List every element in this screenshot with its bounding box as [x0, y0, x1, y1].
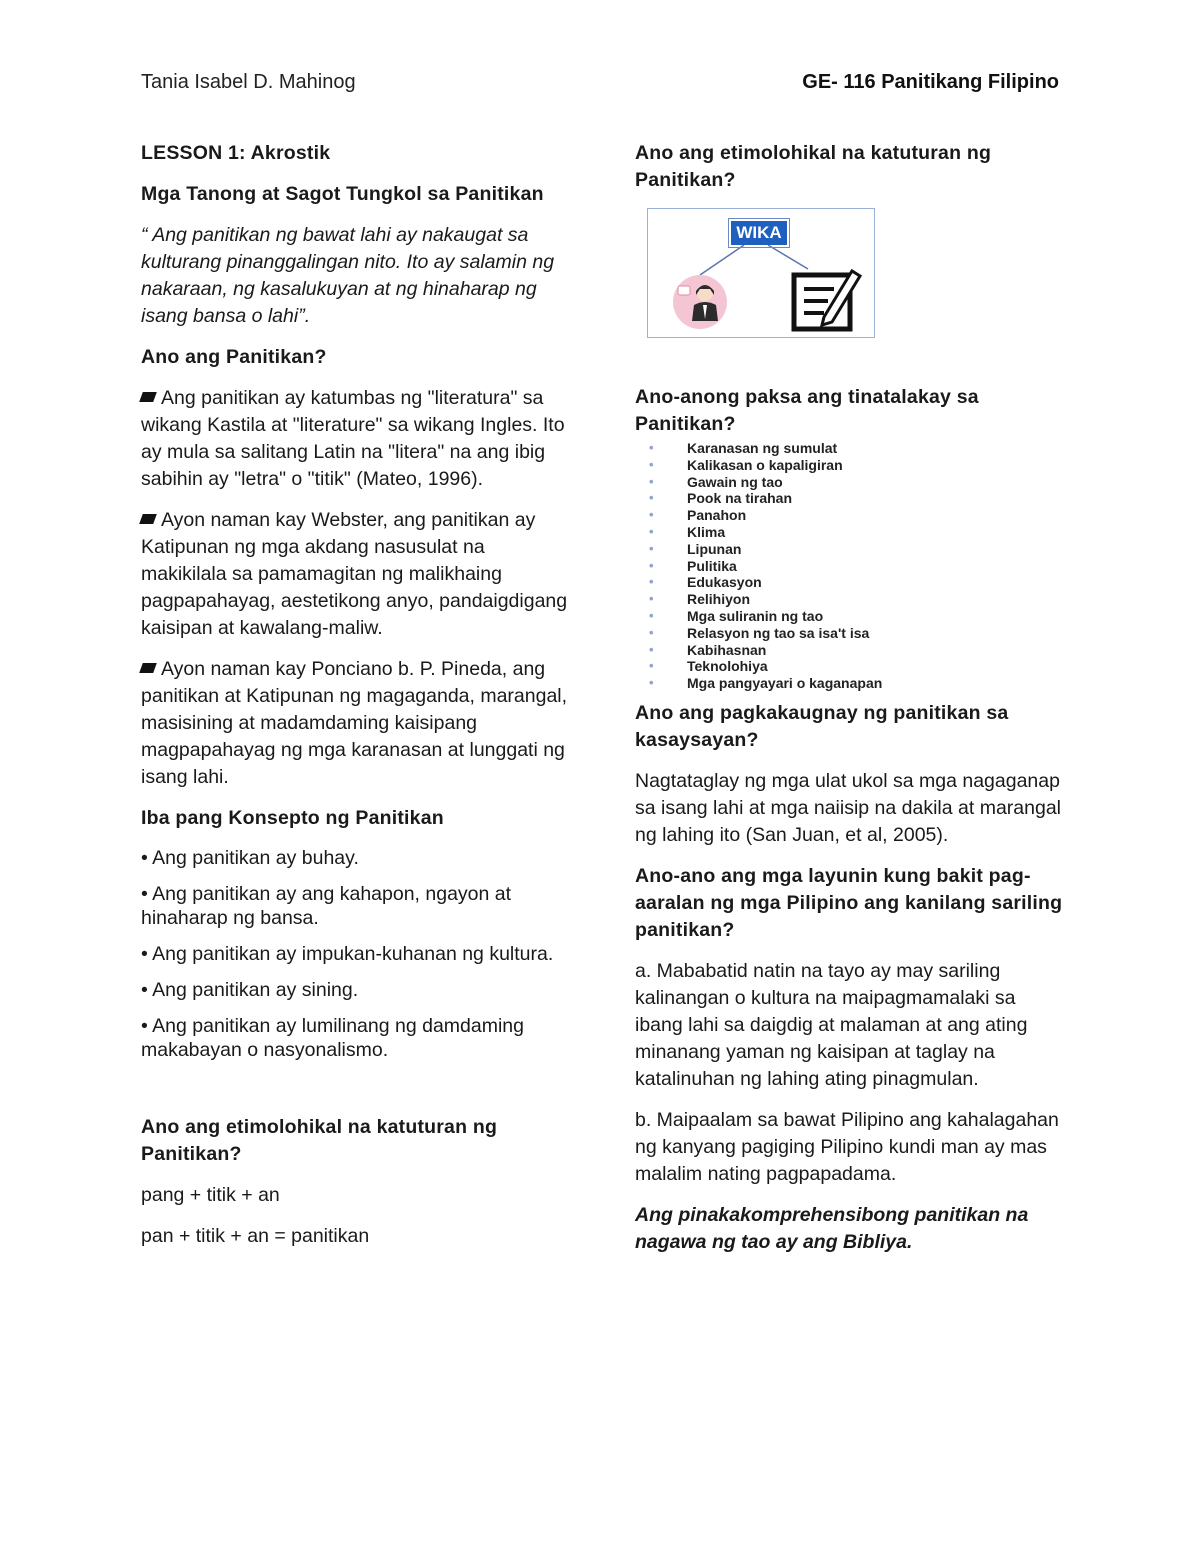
list-item: • Ang panitikan ay buhay. [141, 847, 359, 869]
list-item: • Kalikasan o kapaligiran [649, 457, 1065, 474]
list-item: • Panahon [649, 507, 1065, 524]
square-bullet-icon [139, 514, 157, 524]
question-heading: Ano ang etimolohikal na katuturan ng Panitikan? [635, 142, 992, 191]
wika-label-box [728, 218, 790, 248]
lesson-title: LESSON 1: Akrostik [141, 142, 331, 164]
right-column [635, 140, 1065, 1270]
answer-a: a. Mababatid natin na tayo ay may sariling kalinangan o kultura na maipagmamalaki sa ibang lahi sa daigdig at malaman at ang ating minanang yaman ng kaisipan at taglay na katalinuhan ng lahing ating pinagmulan. [635, 959, 1028, 1090]
paragraph-webster: Ayon naman kay Webster, ang panitikan ay Katipunan ng mga akdang nasusulat na makikilala sa pamamagitan ng malikhaing pagpapahayag, aestetikong anyo, pandaigdigang kaisipan at kawalang-maliw. [141, 509, 568, 639]
question-heading: Ano-ano ang mga layunin kung bakit pag-aaralan ng mga Pilipino ang kanilang sariling panitikan? [635, 864, 1063, 941]
wika-label: WIKA [731, 221, 787, 245]
course-title: GE- 116 Panitikang Filipino [802, 71, 1059, 93]
topics-list [649, 440, 1065, 692]
square-bullet-icon [139, 663, 157, 673]
author-name: Tania Isabel D. Mahinog [141, 71, 356, 93]
section-heading: Mga Tanong at Sagot Tungkol sa Panitikan [141, 183, 544, 205]
question-heading: Ano-anong paksa ang tinatalakay sa Panitikan? [635, 386, 979, 435]
square-bullet-icon [139, 392, 157, 402]
list-item: • Mga suliranin ng tao [649, 608, 1065, 625]
list-item: • Gawain ng tao [649, 474, 1065, 491]
list-item: • Kabihasnan [649, 642, 1065, 659]
list-item: • Karanasan ng sumulat [649, 440, 1065, 457]
formula: pan + titik + an = panitikan [141, 1225, 370, 1247]
list-item: • Ang panitikan ay ang kahapon, ngayon at hinaharap ng bansa. [141, 883, 512, 929]
formula: pang + titik + an [141, 1184, 280, 1206]
speaker-icon [673, 275, 727, 329]
paragraph-kasaysayan: Nagtataglay ng mga ulat ukol sa mga nagaganap sa isang lahi at mga naiisip na dakila at marangal ng lahing ito (San Juan, et al, 2005). [635, 769, 1062, 846]
list-item: • Klima [649, 524, 1065, 541]
section-heading: Iba pang Konsepto ng Panitikan [141, 807, 444, 829]
paragraph-literatura: Ang panitikan ay katumbas ng "literatura" sa wikang Kastila at "literature" sa wikang Ingles. Ito ay mula sa salitang Latin na "litera" na ang ibig sabihin ay "letra" o "titik" (Mateo, 1996). [141, 387, 565, 490]
question-heading: Ano ang etimolohikal na katuturan ng Panitikan? [141, 1116, 498, 1165]
answer-b: b. Maipaalam sa bawat Pilipino ang kahalagahan ng kanyang pagiging Pilipino kundi man ay mas malalim nating pagpapadama. [635, 1108, 1059, 1185]
list-item: • Ang panitikan ay lumilinang ng damdaming makabayan o nasyonalismo. [141, 1015, 524, 1061]
list-item: • Ang panitikan ay impukan-kuhanan ng kultura. [141, 943, 554, 965]
list-item: • Teknolohiya [649, 658, 1065, 675]
list-item: • Relihiyon [649, 591, 1065, 608]
final-statement: Ang pinakakomprehensibong panitikan na nagawa ng tao ay ang Bibliya. [635, 1203, 1029, 1253]
list-item: • Mga pangyayari o kaganapan [649, 675, 1065, 692]
list-item: • Relasyon ng tao sa isa't isa [649, 625, 1065, 642]
question-heading: Ano ang pagkakaugnay ng panitikan sa kasaysayan? [635, 701, 1009, 751]
wika-diagram [647, 208, 875, 338]
question-heading: Ano ang Panitikan? [141, 346, 327, 368]
document-pen-icon [794, 271, 860, 329]
list-item: • Ang panitikan ay sining. [141, 979, 359, 1001]
paragraph-pineda: Ayon naman kay Ponciano b. P. Pineda, ang panitikan at Katipunan ng magaganda, marangal, masisining at madamdaming kaisipang magpapahayag ng mga karanasan at lunggati ng isang lahi. [141, 658, 568, 788]
list-item: • Edukasyon [649, 574, 1065, 591]
quote: “ Ang panitikan ng bawat lahi ay nakaugat sa kulturang pinanggalingan nito. Ito ay salamin ng nakaraan, ng kasalukuyan at ng hinaharap ng isang bansa o lahi”. [141, 224, 555, 327]
list-item: • Pulitika [649, 558, 1065, 575]
list-item: • Lipunan [649, 541, 1065, 558]
list-item: • Pook na tirahan [649, 490, 1065, 507]
left-column [141, 140, 571, 1264]
